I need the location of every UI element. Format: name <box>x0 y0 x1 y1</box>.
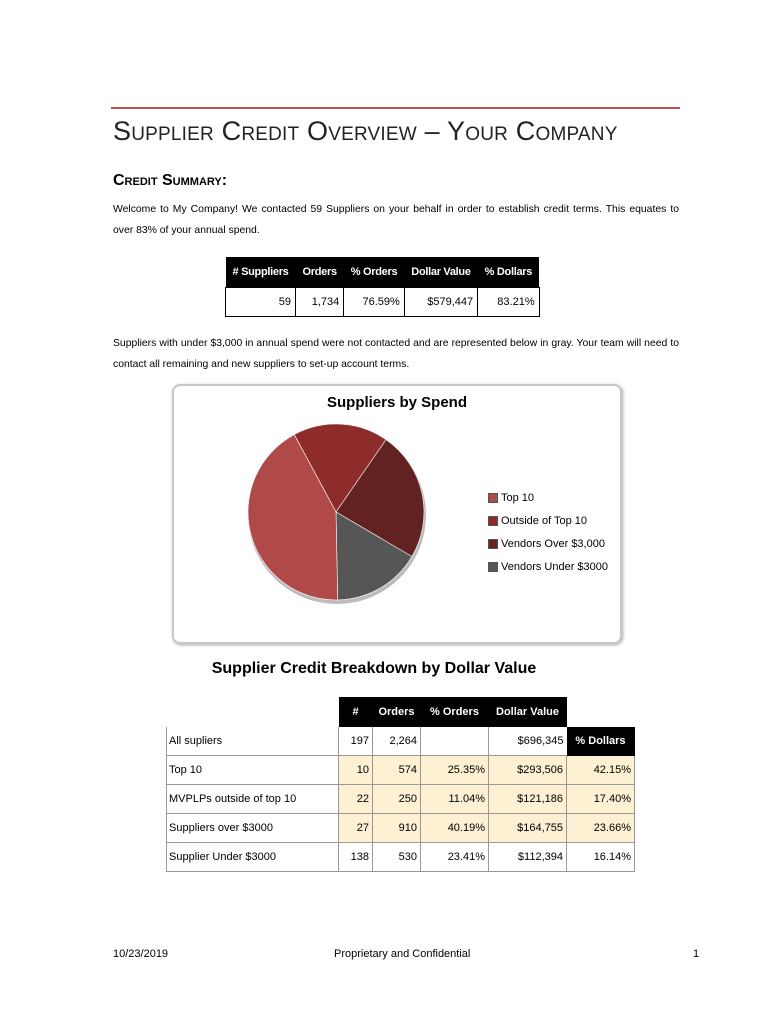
row-pct-orders: 11.04% <box>421 785 489 814</box>
row-dollar: $293,506 <box>489 756 567 785</box>
section-heading: Credit Summary: <box>113 172 228 189</box>
summary-header-row <box>226 257 540 288</box>
summary-header-pct-dollars: % Dollars <box>478 257 539 288</box>
breakdown-header-count: # <box>339 697 373 727</box>
legend-item <box>488 532 608 555</box>
footer-date: 10/23/2019 <box>113 948 169 960</box>
breakdown-header-row <box>167 697 635 727</box>
breakdown-table <box>166 697 635 872</box>
row-orders: 910 <box>373 814 421 843</box>
legend-item <box>488 486 608 509</box>
row-orders: 530 <box>373 843 421 872</box>
chart-legend <box>488 486 608 578</box>
row-count: 22 <box>339 785 373 814</box>
row-dollar: $164,755 <box>489 814 567 843</box>
summary-cell-pct-dollars: 83.21% <box>478 288 539 317</box>
row-label: Top 10 <box>167 756 339 785</box>
summary-cell-pct-orders: 76.59% <box>344 288 405 317</box>
summary-header-dollar-value: Dollar Value <box>404 257 477 288</box>
row-orders: 574 <box>373 756 421 785</box>
summary-data-row <box>226 288 540 317</box>
title-rule <box>111 107 680 109</box>
footer-page-number: 1 <box>693 948 700 960</box>
legend-label: Vendors Over $3,000 <box>501 537 605 550</box>
row-dollar: $121,186 <box>489 785 567 814</box>
breakdown-row-over3000 <box>167 814 635 843</box>
summary-header-suppliers: # Suppliers <box>226 257 296 288</box>
breakdown-header-orders: Orders <box>373 697 421 727</box>
intro-paragraph: Welcome to My Company! We contacted 59 Suppliers on your behalf in order to establish credit terms. This equates to over 83% of your annual spend. <box>113 204 679 236</box>
row-label: MVPLPs outside of top 10 <box>167 785 339 814</box>
breakdown-header-blank-right <box>567 697 635 727</box>
row-count: 138 <box>339 843 373 872</box>
summary-cell-suppliers: 59 <box>226 288 296 317</box>
chart-title: Suppliers by Spend <box>326 394 468 411</box>
row-pct-orders <box>421 727 489 756</box>
legend-label: Outside of Top 10 <box>501 514 588 527</box>
breakdown-row-top10 <box>167 756 635 785</box>
row-orders: 250 <box>373 785 421 814</box>
row-dollar: $696,345 <box>489 727 567 756</box>
pie-chart <box>172 384 622 644</box>
footer-confidential: Proprietary and Confidential <box>334 948 471 960</box>
summary-header-pct-orders: % Orders <box>344 257 405 288</box>
row-pct-orders: 40.19% <box>421 814 489 843</box>
summary-table <box>225 257 540 317</box>
summary-cell-orders: 1,734 <box>296 288 344 317</box>
row-dollar: $112,394 <box>489 843 567 872</box>
legend-label: Vendors Under $3000 <box>501 560 609 573</box>
legend-swatch <box>488 493 498 503</box>
row-label: Suppliers over $3000 <box>167 814 339 843</box>
row-pct-orders: 23.41% <box>421 843 489 872</box>
row-label: Supplier Under $3000 <box>167 843 339 872</box>
legend-swatch <box>488 516 498 526</box>
row-pct-dollars: 17.40% <box>567 785 635 814</box>
breakdown-header-pct-orders: % Orders <box>421 697 489 727</box>
row-pct-orders: 25.35% <box>421 756 489 785</box>
breakdown-row-mvplps <box>167 785 635 814</box>
row-orders: 2,264 <box>373 727 421 756</box>
legend-label: Top 10 <box>501 491 535 504</box>
page-title: Supplier Credit Overview – Your Company <box>113 116 618 146</box>
legend-swatch <box>488 539 498 549</box>
breakdown-row-all <box>167 727 635 756</box>
breakdown-header-dollar-value: Dollar Value <box>489 697 567 727</box>
breakdown-title: Supplier Credit Breakdown by Dollar Value <box>211 660 537 677</box>
row-count: 10 <box>339 756 373 785</box>
summary-cell-dollar-value: $579,447 <box>404 288 477 317</box>
breakdown-row-under3000 <box>167 843 635 872</box>
row-pct-dollars: 16.14% <box>567 843 635 872</box>
row-label: All supliers <box>167 727 339 756</box>
legend-swatch <box>488 562 498 572</box>
row-pct-dollars: 23.66% <box>567 814 635 843</box>
breakdown-header-pct-dollars: % Dollars <box>567 727 635 756</box>
legend-item <box>488 555 608 578</box>
summary-header-orders: Orders <box>296 257 344 288</box>
legend-item <box>488 509 608 532</box>
row-pct-dollars: 42.15% <box>567 756 635 785</box>
breakdown-header-blank <box>167 697 339 727</box>
note-paragraph: Suppliers with under $3,000 in annual spend were not contacted and are represented below in gray. Your team will need to contact all remaining and new suppliers to set-up account terms. <box>113 338 679 370</box>
row-count: 197 <box>339 727 373 756</box>
row-count: 27 <box>339 814 373 843</box>
